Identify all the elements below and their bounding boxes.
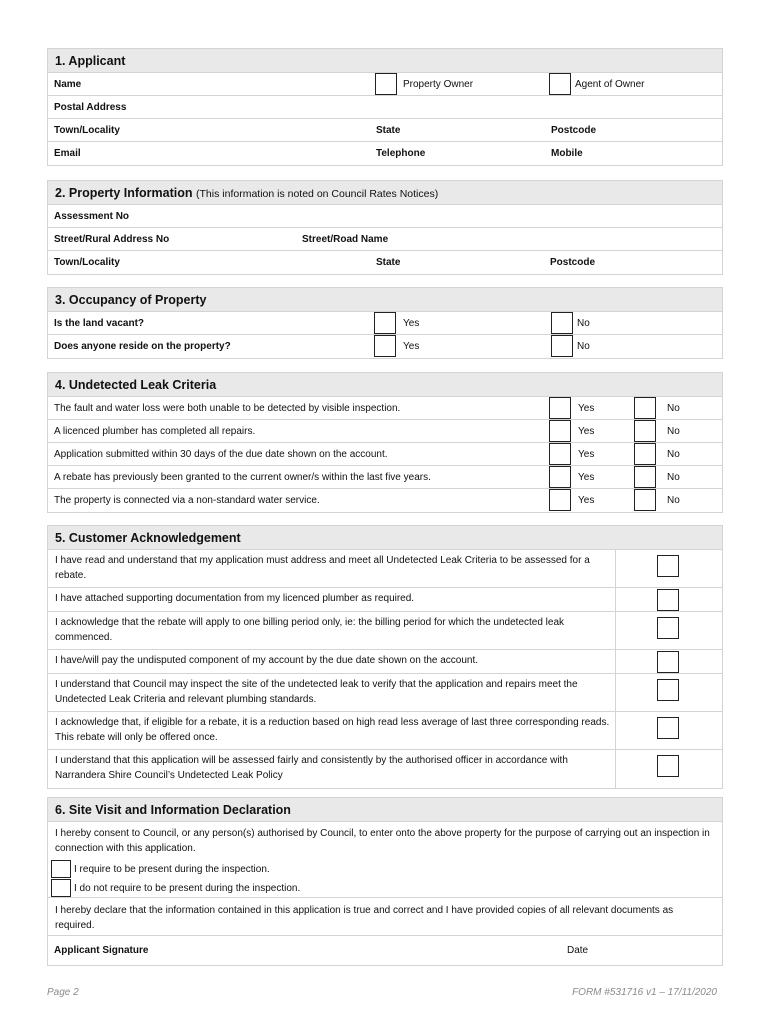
postcode-label: Postcode: [551, 124, 597, 136]
email-label: Email: [54, 148, 81, 159]
no-label: No: [667, 425, 680, 437]
vacant-no-checkbox[interactable]: [551, 312, 573, 334]
no-label: No: [667, 471, 680, 483]
acknowledgement-text: I understand that Council may inspect the site of the undetected leak to verify that the application and repairs meet the Undetected Leak Criteria and relevant plumbing standards.: [55, 679, 578, 705]
section-criteria: [47, 372, 723, 513]
acknowledgement-checkbox[interactable]: [657, 679, 679, 701]
property-owner-label: Property Owner: [403, 78, 474, 90]
criteria-text: The property is connected via a non-standard water service.: [54, 495, 320, 506]
no-label: No: [667, 402, 680, 414]
agent-of-owner-label: Agent of Owner: [575, 78, 645, 90]
section-property: [47, 180, 723, 275]
criteria-yes-checkbox[interactable]: [549, 489, 571, 511]
yes-label: Yes: [578, 425, 595, 437]
acknowledgement-checkbox[interactable]: [657, 651, 679, 673]
acknowledgement-checkbox[interactable]: [657, 589, 679, 611]
section-title: 5. Customer Acknowledgement: [48, 526, 722, 550]
yes-label: Yes: [578, 402, 595, 414]
acknowledgement-text: I understand that this application will be assessed fairly and consistently by the authorised officer in accordance with Narrandera Shire Council’s Undetected Leak Policy: [55, 755, 568, 781]
criteria-text: A rebate has previously been granted to the current owner/s within the last five years.: [54, 471, 431, 483]
telephone-label: Telephone: [376, 148, 426, 159]
acknowledgement-checkbox[interactable]: [657, 717, 679, 739]
criteria-yes-checkbox[interactable]: [549, 466, 571, 488]
require-present-checkbox[interactable]: [51, 860, 71, 878]
vacant-yes-checkbox[interactable]: [374, 312, 396, 334]
property-owner-checkbox[interactable]: [375, 73, 397, 95]
criteria-no-checkbox[interactable]: [634, 466, 656, 488]
no-label: No: [667, 495, 680, 506]
declaration-text: I hereby declare that the information contained in this application is true and correct and I have provided copies of all relevant documents as required.: [55, 905, 674, 931]
section-applicant: [47, 48, 723, 166]
criteria-yes-checkbox[interactable]: [549, 397, 571, 419]
reside-question: Does anyone reside on the property?: [54, 341, 231, 352]
state-label: State: [376, 124, 401, 136]
section-acknowledgement: [47, 525, 723, 789]
acknowledgement-text: I acknowledge that, if eligible for a rebate, it is a reduction based on high read less average of last three corresponding reads. This rebate will only be offered once.: [55, 717, 610, 743]
form-number: FORM #531716 v1 – 17/11/2020: [572, 987, 717, 998]
section-title: 2. Property Information (This information is noted on Council Rates Notices): [48, 181, 722, 205]
criteria-yes-checkbox[interactable]: [549, 443, 571, 465]
section-title: 6. Site Visit and Information Declaration: [48, 798, 722, 822]
acknowledgement-text: I have attached supporting documentation from my licenced plumber as required.: [55, 593, 415, 604]
no-label: No: [577, 317, 590, 329]
acknowledgement-checkbox[interactable]: [657, 617, 679, 639]
acknowledgement-text: I have/will pay the undisputed component of my account by the due date shown on the account.: [55, 655, 479, 666]
name-label: Name: [54, 78, 82, 90]
date-label: Date: [567, 945, 589, 956]
section-title: 4. Undetected Leak Criteria: [48, 373, 722, 397]
section-declaration: [47, 797, 723, 966]
street-rural-address-label: Street/Rural Address No: [54, 233, 170, 245]
state-label: State: [376, 257, 401, 268]
section-title: 1. Applicant: [48, 49, 722, 73]
criteria-text: A licenced plumber has completed all repairs.: [54, 425, 256, 437]
yes-label: Yes: [578, 495, 595, 506]
not-present-checkbox[interactable]: [51, 879, 71, 897]
page-number: Page 2: [47, 987, 79, 998]
not-present-label: I do not require to be present during the inspection.: [74, 882, 301, 894]
reside-no-checkbox[interactable]: [551, 335, 573, 357]
criteria-no-checkbox[interactable]: [634, 489, 656, 511]
criteria-yes-checkbox[interactable]: [549, 420, 571, 442]
consent-text: I hereby consent to Council, or any person(s) authorised by Council, to enter onto the above property for the purpose of carrying out an inspection in connection with this application.: [55, 828, 710, 854]
section-occupancy: [47, 287, 723, 359]
require-present-label: I require to be present during the inspection.: [74, 863, 270, 875]
acknowledgement-text: I have read and understand that my application must address and meet all Undetected Leak Criteria to be assessed for a rebate.: [55, 555, 590, 581]
acknowledgement-checkbox[interactable]: [657, 755, 679, 777]
postal-address-label: Postal Address: [54, 101, 127, 113]
agent-of-owner-checkbox[interactable]: [549, 73, 571, 95]
section-title: 3. Occupancy of Property: [48, 288, 722, 312]
yes-label: Yes: [403, 317, 420, 329]
criteria-no-checkbox[interactable]: [634, 420, 656, 442]
yes-label: Yes: [578, 448, 595, 460]
postcode-label: Postcode: [550, 257, 596, 268]
no-label: No: [667, 448, 680, 460]
applicant-signature-label: Applicant Signature: [54, 945, 149, 956]
criteria-no-checkbox[interactable]: [634, 397, 656, 419]
no-label: No: [577, 341, 590, 352]
street-road-name-label: Street/Road Name: [302, 233, 389, 245]
criteria-no-checkbox[interactable]: [634, 443, 656, 465]
acknowledgement-text: I acknowledge that the rebate will apply to one billing period only, ie: the billing period for which the undetected leak commenced.: [55, 617, 565, 643]
criteria-text: The fault and water loss were both unable to be detected by visible inspection.: [54, 402, 401, 414]
acknowledgement-checkbox[interactable]: [657, 555, 679, 577]
criteria-text: Application submitted within 30 days of the due date shown on the account.: [54, 448, 388, 460]
mobile-label: Mobile: [551, 148, 583, 159]
assessment-no-label: Assessment No: [54, 210, 130, 222]
town-locality-label: Town/Locality: [54, 124, 120, 136]
section-note: (This information is noted on Council Rates Notices): [196, 188, 439, 200]
yes-label: Yes: [403, 341, 420, 352]
vacant-question: Is the land vacant?: [54, 317, 145, 329]
town-locality-label: Town/Locality: [54, 257, 120, 268]
reside-yes-checkbox[interactable]: [374, 335, 396, 357]
yes-label: Yes: [578, 471, 595, 483]
